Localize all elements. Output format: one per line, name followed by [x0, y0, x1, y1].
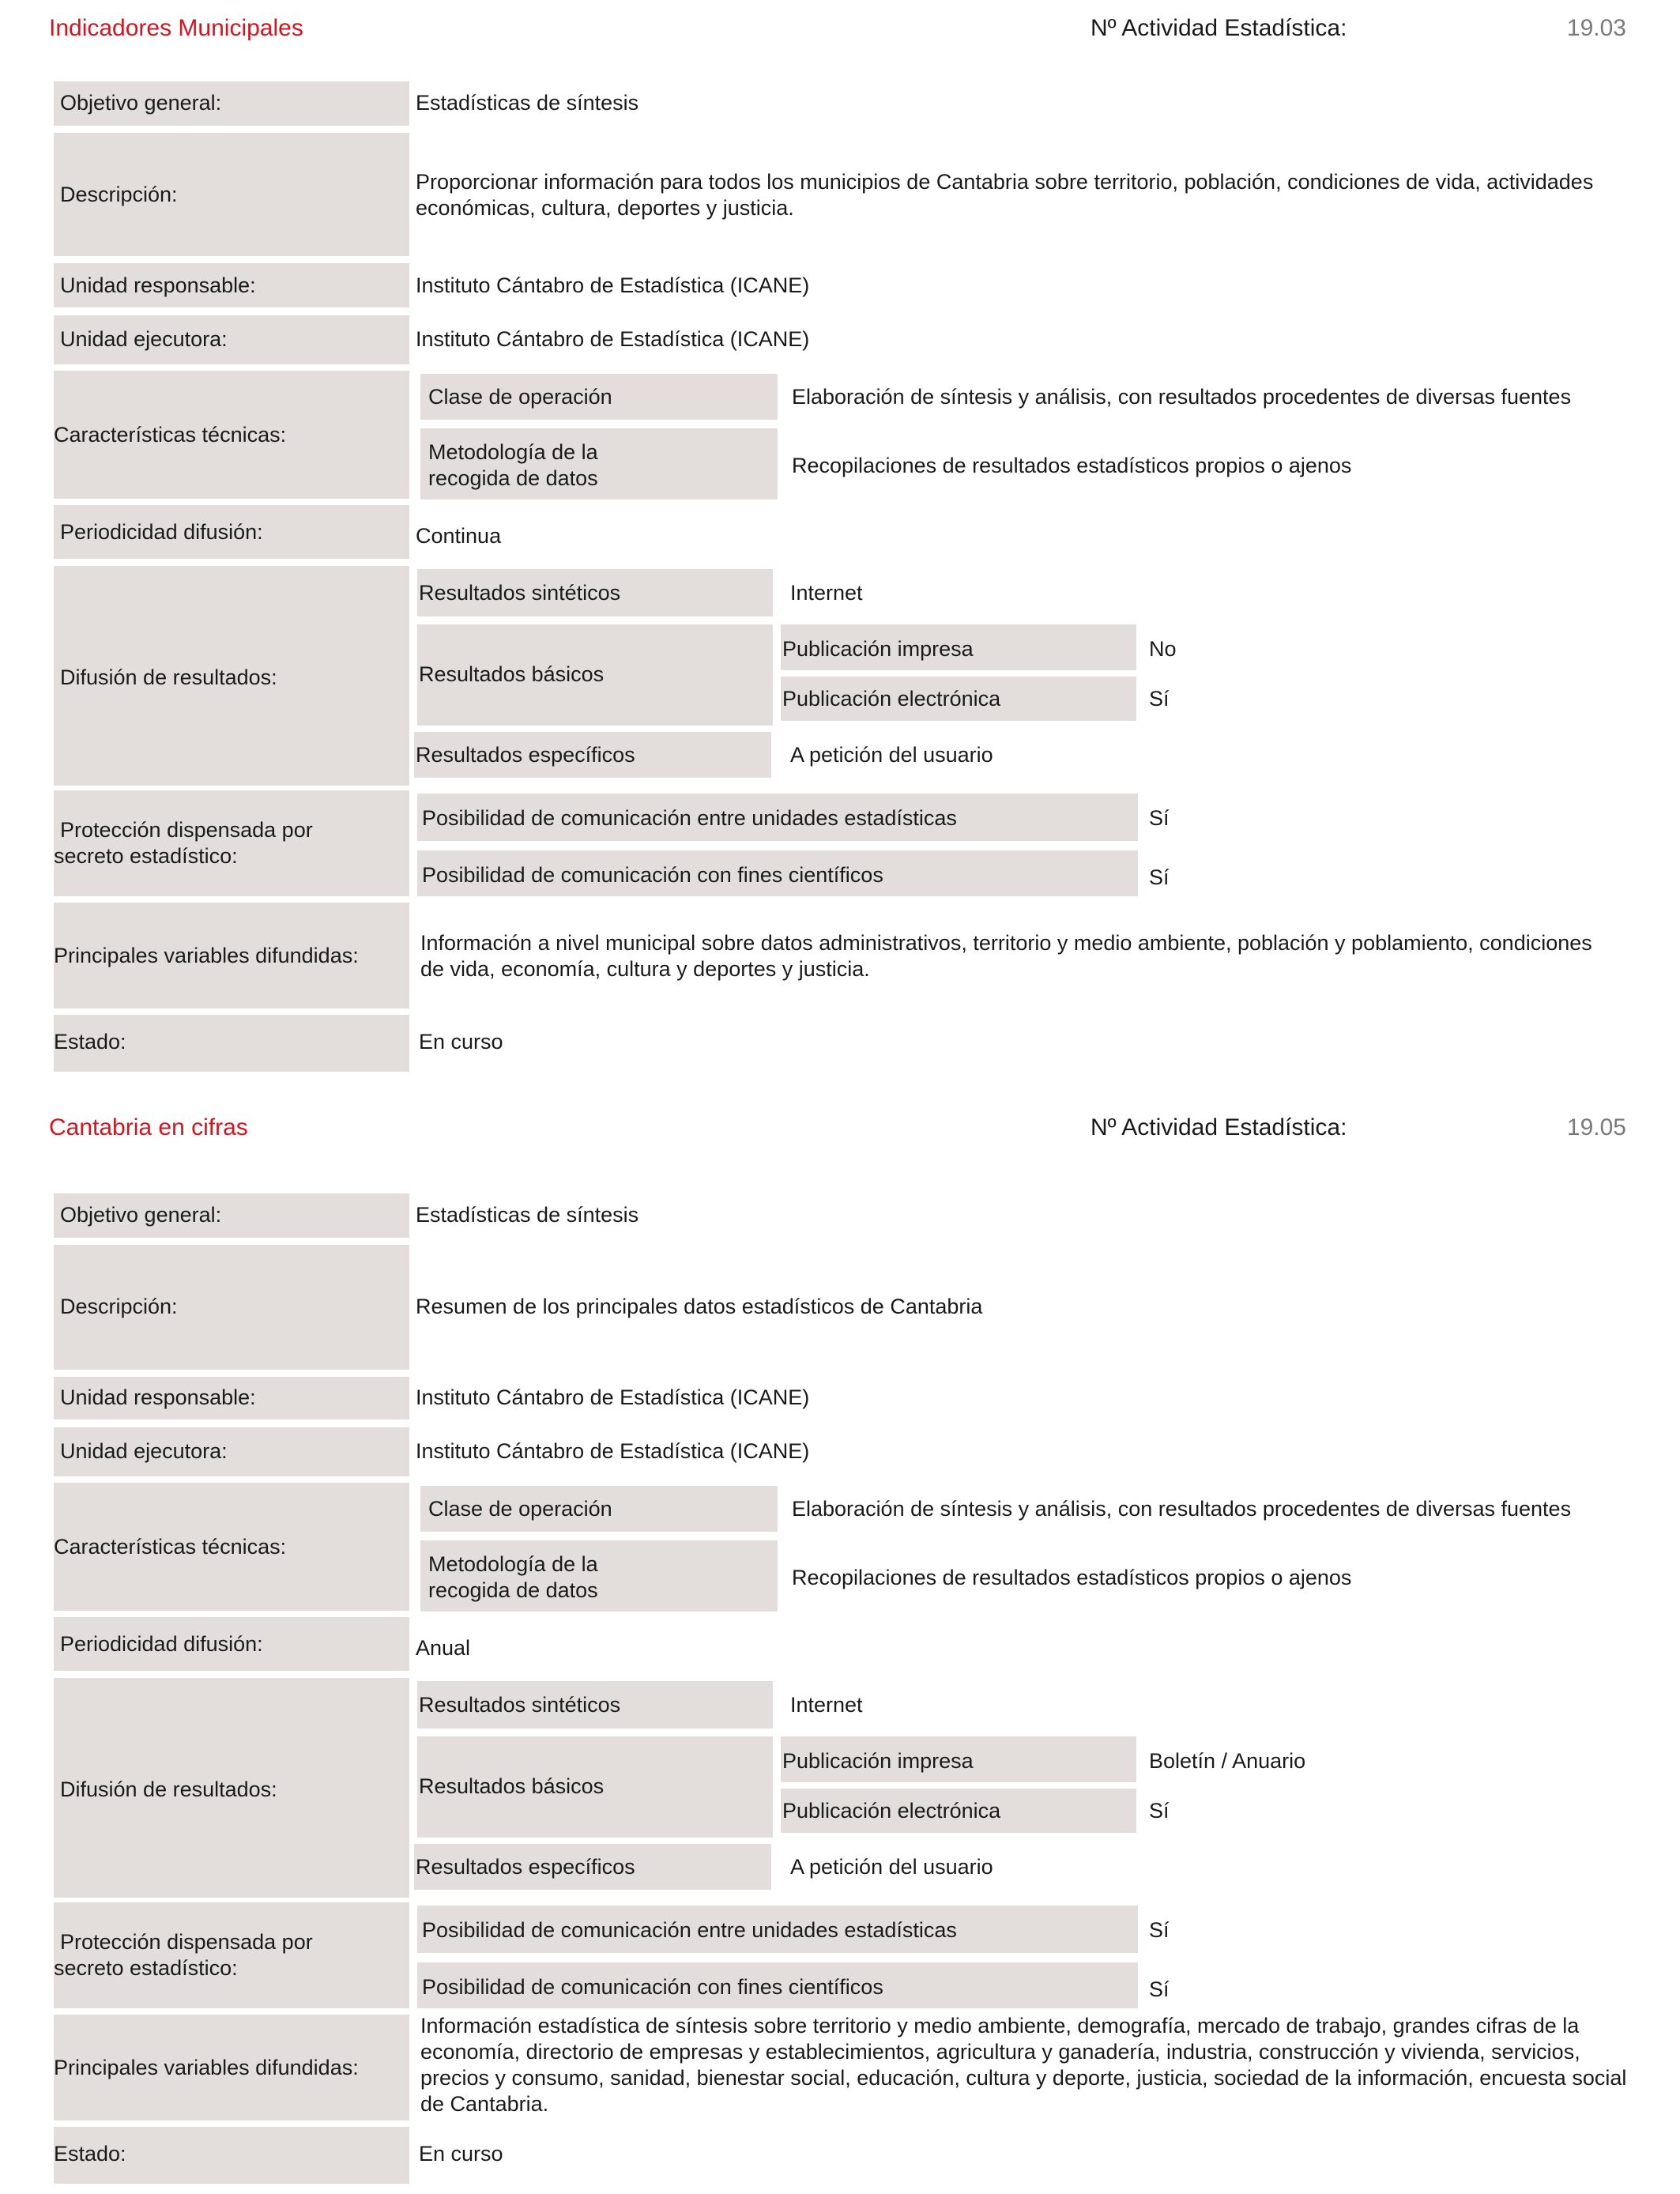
label-clase-operacion: Clase de operación: [428, 1497, 612, 1521]
record-title: Cantabria en cifras: [49, 1114, 248, 1140]
value-cientificos: Sí: [1149, 865, 1170, 889]
value-periodicidad: Anual: [416, 1636, 471, 1660]
value-metodologia: Recopilaciones de resultados estadísticos propios o ajenos: [792, 1566, 1352, 1589]
value-especificos: A petición del usuario: [790, 743, 993, 767]
value-unidad-ejecutora: Instituto Cántabro de Estadística (ICANE): [416, 1439, 810, 1463]
activity-number: 19.05: [1566, 1114, 1626, 1140]
label-variables: Principales variables difundidas:: [54, 2056, 359, 2079]
label-basicos: Resultados básicos: [419, 662, 605, 686]
value-descripcion: Proporcionar información para todos los municipios de Cantabria sobre territorio, población, condiciones de vida, actividades económicas, cultura, deportes y justicia.: [416, 170, 1594, 220]
value-estado: En curso: [419, 1030, 503, 1054]
value-unidades: Sí: [1149, 1918, 1170, 1942]
value-sinteticos: Internet: [790, 581, 863, 605]
value-electronica: Sí: [1149, 1799, 1170, 1823]
value-unidad-responsable: Instituto Cántabro de Estadística (ICANE): [416, 1385, 810, 1409]
label-clase-operacion: Clase de operación: [428, 385, 612, 409]
label-difusion: Difusión de resultados:: [60, 1777, 277, 1801]
activity-number: 19.03: [1566, 15, 1626, 41]
value-variables: Información a nivel municipal sobre datos administrativos, territorio y medio ambiente, población y poblamiento, condiciones de vida, economía, cultura y deportes y justicia.: [420, 931, 1592, 981]
label-cientificos: Posibilidad de comunicación con fines científicos: [422, 863, 883, 887]
label-caracteristicas: Características técnicas:: [54, 1535, 287, 1559]
label-electronica: Publicación electrónica: [782, 687, 1001, 711]
label-estado: Estado:: [54, 1030, 126, 1054]
label-metodologia: Metodología de la recogida de datos: [428, 440, 598, 490]
value-objetivo: Estadísticas de síntesis: [416, 1203, 639, 1227]
label-periodicidad: Periodicidad difusión:: [60, 520, 263, 544]
label-unidad-responsable: Unidad responsable:: [60, 273, 256, 297]
value-periodicidad: Continua: [416, 524, 502, 548]
value-cientificos: Sí: [1149, 1977, 1170, 2001]
value-unidad-ejecutora: Instituto Cántabro de Estadística (ICANE): [416, 327, 810, 351]
value-estado: En curso: [419, 2142, 503, 2166]
label-impresa: Publicación impresa: [782, 1749, 974, 1773]
value-unidad-responsable: Instituto Cántabro de Estadística (ICANE): [416, 273, 810, 297]
value-sinteticos: Internet: [790, 1693, 863, 1717]
value-descripcion: Resumen de los principales datos estadísticos de Cantabria: [416, 1295, 983, 1318]
label-periodicidad: Periodicidad difusión:: [60, 1632, 263, 1656]
value-clase-operacion: Elaboración de síntesis y análisis, con resultados procedentes de diversas fuentes: [792, 385, 1572, 409]
label-difusion: Difusión de resultados:: [60, 665, 277, 689]
label-electronica: Publicación electrónica: [782, 1799, 1001, 1823]
value-impresa: Boletín / Anuario: [1149, 1749, 1306, 1773]
label-especificos: Resultados específicos: [416, 1855, 635, 1879]
activity-label: Nº Actividad Estadística:: [1090, 15, 1347, 41]
label-estado: Estado:: [54, 2142, 126, 2166]
value-electronica: Sí: [1149, 687, 1170, 711]
label-metodologia: Metodología de la recogida de datos: [428, 1552, 598, 1602]
value-clase-operacion: Elaboración de síntesis y análisis, con resultados procedentes de diversas fuentes: [792, 1497, 1572, 1521]
label-objetivo: Objetivo general:: [60, 1203, 222, 1227]
label-caracteristicas: Características técnicas:: [54, 423, 287, 447]
label-unidad-ejecutora: Unidad ejecutora:: [60, 1439, 228, 1463]
value-unidades: Sí: [1149, 806, 1170, 830]
label-proteccion: Protección dispensada por secreto estadístico:: [54, 818, 313, 868]
label-unidad-responsable: Unidad responsable:: [60, 1385, 256, 1409]
label-especificos: Resultados específicos: [416, 743, 635, 767]
record-title: Indicadores Municipales: [49, 15, 303, 41]
record-cantabria-en-cifras: [0, 1114, 1680, 2194]
value-impresa: No: [1149, 637, 1177, 661]
value-metodologia: Recopilaciones de resultados estadísticos propios o ajenos: [792, 454, 1352, 477]
value-especificos: A petición del usuario: [790, 1855, 993, 1879]
label-objetivo: Objetivo general:: [60, 91, 222, 115]
label-unidad-ejecutora: Unidad ejecutora:: [60, 327, 228, 351]
label-descripcion: Descripción:: [60, 183, 178, 206]
activity-label: Nº Actividad Estadística:: [1090, 1114, 1347, 1140]
label-sinteticos: Resultados sintéticos: [419, 1693, 621, 1717]
label-variables: Principales variables difundidas:: [54, 944, 359, 967]
value-objetivo: Estadísticas de síntesis: [416, 91, 639, 115]
label-descripcion: Descripción:: [60, 1295, 178, 1318]
label-impresa: Publicación impresa: [782, 637, 974, 661]
label-cientificos: Posibilidad de comunicación con fines científicos: [422, 1975, 883, 1999]
label-proteccion: Protección dispensada por secreto estadístico:: [54, 1930, 313, 1980]
label-unidades: Posibilidad de comunicación entre unidades estadísticas: [422, 806, 957, 830]
label-basicos: Resultados básicos: [419, 1774, 605, 1798]
label-unidades: Posibilidad de comunicación entre unidades estadísticas: [422, 1918, 957, 1942]
label-sinteticos: Resultados sintéticos: [419, 581, 621, 605]
value-variables: Información estadística de síntesis sobre territorio y medio ambiente, demografía, mercado de trabajo, grandes cifras de la economía, directorio de empresas y establecimientos, agricultura y ganadería, industria, construcción y vivienda, servicios, precios y consumo, sanidad, bienestar social, educación, cultura y deporte, justicia, sociedad de la información, encuesta social de Cantabria.: [420, 2014, 1627, 2116]
